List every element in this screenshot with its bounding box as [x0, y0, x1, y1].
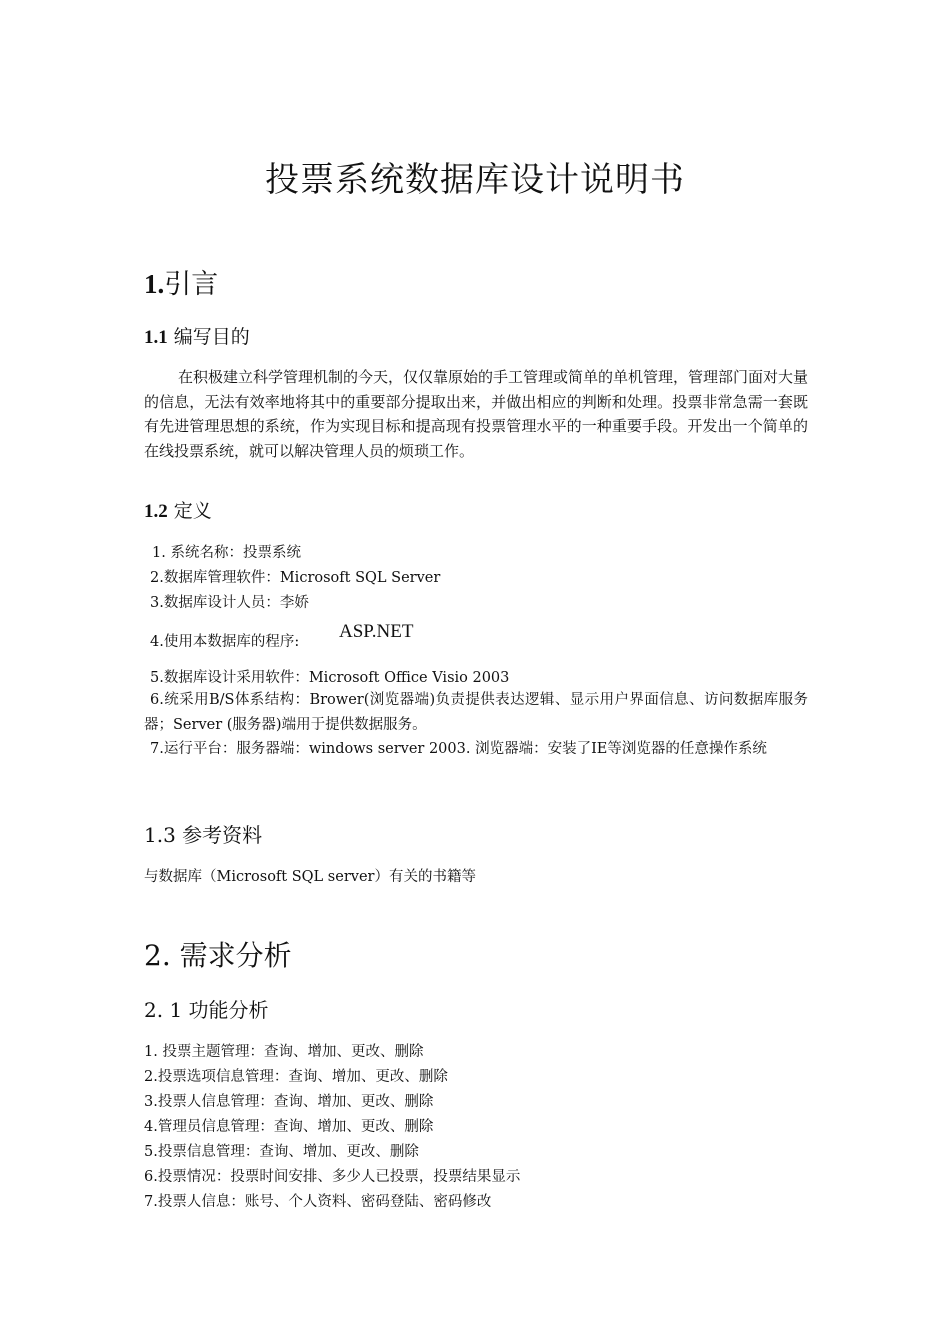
- definition-item-7: 7.运行平台：服务器端：windows server 2003. 浏览器端：安装了IE等浏览器的任意操作系统: [150, 741, 767, 757]
- function-item-3: 3.投票人信息管理：查询、增加、更改、删除: [144, 1094, 434, 1110]
- section-1-3-heading: 1.3 参考资料: [144, 823, 263, 847]
- section-2-heading: 2. 需求分析: [144, 939, 292, 972]
- definition-item-5: 5.数据库设计采用软件：Microsoft Office Visio 2003: [150, 670, 510, 686]
- section-1-2-heading: [144, 496, 212, 523]
- definition-item-6: 6.统采用B/S体系结构：Brower(浏览器端)负责提供表达逻辑、显示用户界面信息、访问数据库服务器；Server (服务器)端用于提供数据服务。: [144, 692, 808, 733]
- section-1-1-title: 编写目的: [173, 326, 250, 348]
- function-item-6: 6.投票情况：投票时间安排、多少人已投票，投票结果显示: [144, 1169, 521, 1185]
- definition-item-4: 4.使用本数据库的程序:: [150, 634, 300, 650]
- function-item-4: 4.管理员信息管理：查询、增加、更改、删除: [144, 1119, 434, 1135]
- function-item-2: 2.投票选项信息管理：查询、增加、更改、删除: [144, 1069, 448, 1085]
- definition-item-2: 2.数据库管理软件：Microsoft SQL Server: [150, 570, 441, 586]
- references-text: 与数据库（Microsoft SQL server）有关的书籍等: [144, 869, 476, 885]
- function-item-1: 1. 投票主题管理：查询、增加、更改、删除: [144, 1044, 424, 1060]
- function-item-7: 7.投票人信息：账号、个人资料、密码登陆、密码修改: [144, 1194, 492, 1210]
- section-2-1-heading: 2. 1 功能分析: [144, 998, 269, 1022]
- section-1-1-heading: [144, 322, 250, 349]
- definition-item-3: 3.数据库设计人员：李娇: [150, 595, 309, 611]
- section-1-title: 引言: [164, 269, 219, 300]
- document-title: 投票系统数据库设计说明书: [265, 160, 685, 200]
- section-1-heading: [144, 262, 218, 301]
- definition-item-4-value: ASP.NET: [339, 621, 414, 642]
- definition-item-1: 1. 系统名称：投票系统: [152, 545, 301, 561]
- section-1-2-title: 定义: [173, 500, 212, 522]
- section-1-2-number: 1.2: [144, 501, 168, 522]
- function-item-5: 5.投票信息管理：查询、增加、更改、删除: [144, 1144, 419, 1160]
- purpose-paragraph: 在积极建立科学管理机制的今天，仅仅靠原始的手工管理或简单的单机管理，管理部门面对大量的信息，无法有效率地将其中的重要部分提取出来，并做出相应的判断和处理。投票非常急需一套既有先进管理思想的系统，作为实现目标和提高现有投票管理水平的一种重要手段。开发出一个简单的在线投票系统，就可以解决管理人员的烦琐工作。: [144, 368, 809, 460]
- section-1-1-number: 1.1: [144, 327, 168, 348]
- section-1-number: 1.: [144, 269, 165, 299]
